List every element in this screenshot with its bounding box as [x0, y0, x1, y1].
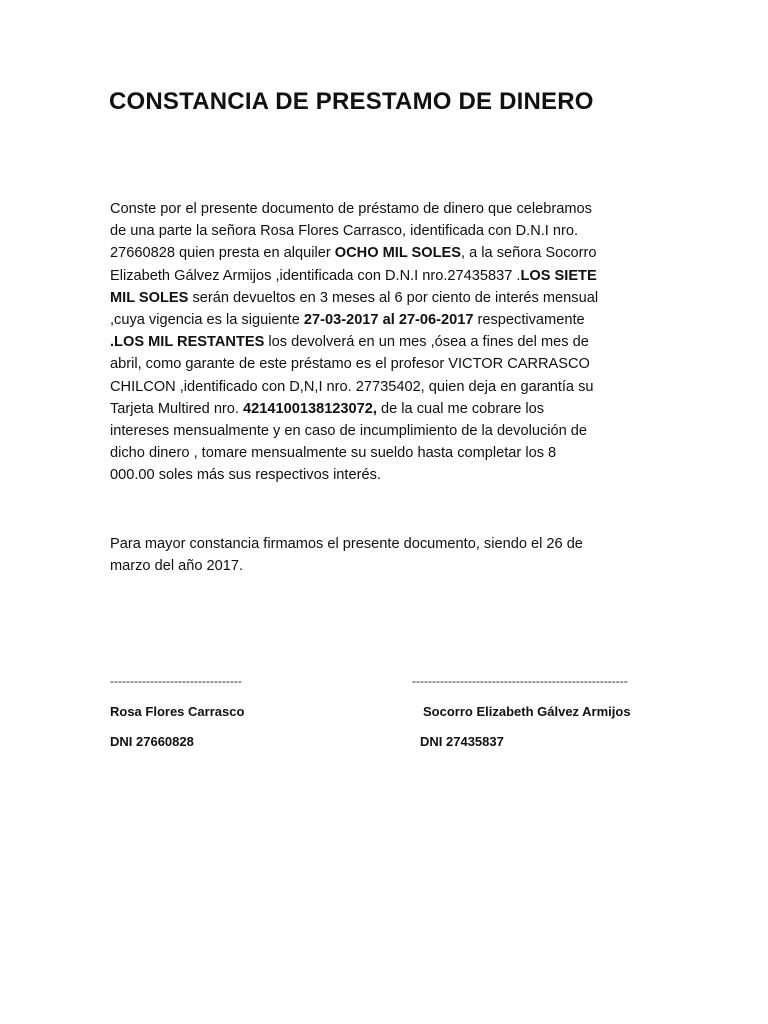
text-line [110, 265, 670, 287]
text-run: Elizabeth Gálvez Armijos ,identificada con D.N.I nro.27435837 . [110, 267, 521, 284]
text-line [110, 353, 670, 375]
text-line [110, 376, 670, 398]
text-line [110, 398, 670, 420]
document-title: CONSTANCIA DE PRESTAMO DE DINERO [109, 88, 594, 115]
bold-text-run: OCHO MIL SOLES [334, 245, 461, 262]
text-line [110, 198, 670, 220]
text-run: respectivamente [473, 312, 585, 329]
text-run: intereses mensualmente y en caso de incumplimiento de la devolución de [110, 423, 588, 440]
loan-terms-paragraph [110, 198, 670, 487]
text-line [110, 533, 670, 555]
text-line [110, 464, 670, 486]
text-run: de la cual me cobrare los [376, 400, 545, 417]
text-run: los devolverá en un mes ,ósea a fines del mes de [264, 334, 589, 351]
text-run: marzo del año 2017. [110, 558, 244, 575]
signature-line-lender: --------------------------------- [110, 674, 242, 688]
text-line [110, 420, 670, 442]
text-line [110, 220, 670, 242]
text-run: dicho dinero , tomare mensualmente su sueldo hasta completar los 8 [110, 445, 557, 462]
text-line [110, 242, 670, 264]
text-run: , a la señora Socorro [461, 245, 597, 262]
borrower-dni: DNI 27435837 [420, 734, 504, 749]
text-run: abril, como garante de este préstamo es el profesor VICTOR CARRASCO [110, 356, 590, 373]
text-run: CHILCON ,identificado con D,N,I nro. 27735402, quien deja en garantía su [110, 378, 594, 395]
lender-dni: DNI 27660828 [110, 734, 194, 749]
text-line [110, 287, 670, 309]
text-line [110, 309, 670, 331]
bold-text-run: 4214100138123072, [243, 400, 377, 417]
text-run: de una parte la señora Rosa Flores Carrasco, identificada con D.N.I nro. [110, 223, 579, 240]
bold-text-run: .LOS MIL RESTANTES [110, 334, 265, 351]
borrower-name: Socorro Elizabeth Gálvez Armijos [423, 704, 631, 719]
text-run: Tarjeta Multired nro. [110, 400, 244, 417]
text-run: 000.00 soles más sus respectivos interés. [110, 467, 381, 484]
text-run: 27660828 quien presta en alquiler [110, 245, 335, 262]
text-line [110, 331, 670, 353]
text-run: Conste por el presente documento de préstamo de dinero que celebramos [110, 201, 592, 217]
bold-text-run: LOS SIETE [520, 267, 597, 284]
text-run: serán devueltos en 3 meses al 6 por ciento de interés mensual [188, 289, 599, 306]
text-line [110, 555, 670, 577]
signature-line-borrower: ------------------------------------------------------ [412, 674, 628, 688]
closing-paragraph [110, 533, 670, 577]
text-line [110, 442, 670, 464]
bold-text-run: 27-03-2017 al 27-06-2017 [303, 312, 474, 329]
bold-text-run: MIL SOLES [110, 289, 189, 306]
text-run: Para mayor constancia firmamos el presente documento, siendo el 26 de [110, 536, 583, 552]
lender-name: Rosa Flores Carrasco [110, 704, 245, 719]
text-run: ,cuya vigencia es la siguiente [110, 312, 304, 329]
